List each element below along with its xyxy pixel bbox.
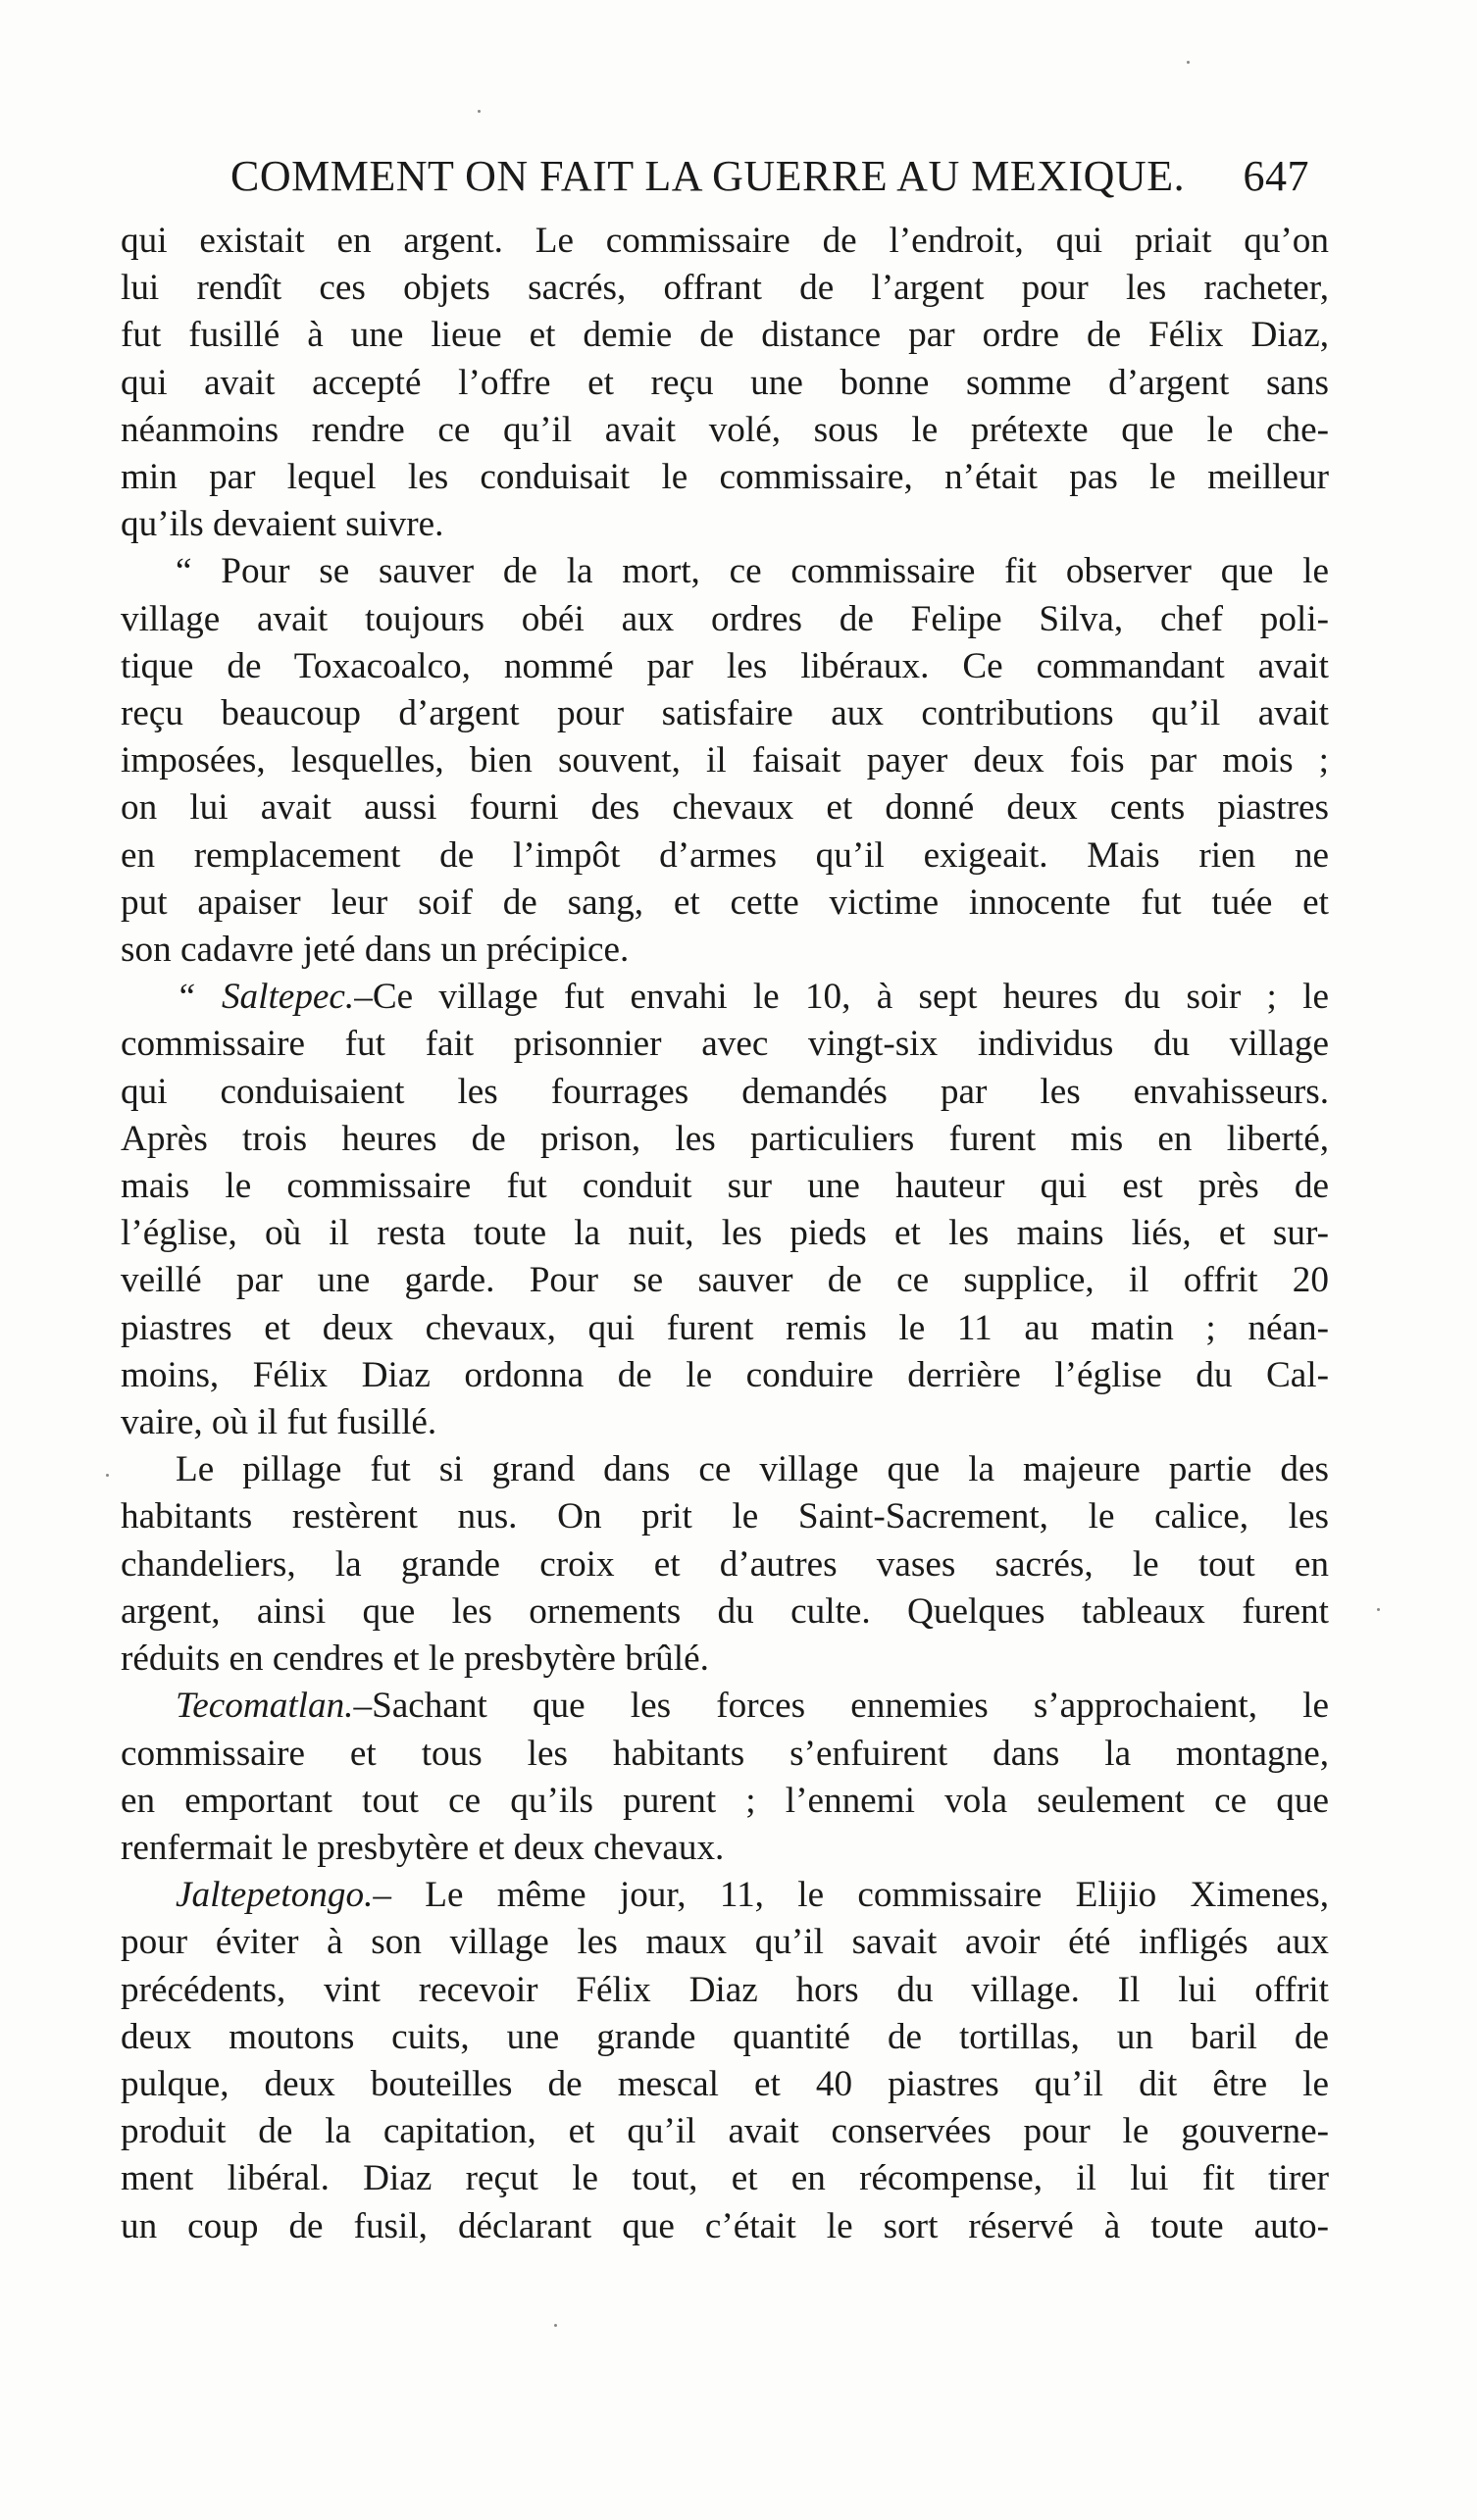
text-line: pulque, deux bouteilles de mescal et 40 piastres qu’il dit être le (121, 2063, 1329, 2104)
text-line: lui rendît ces objets sacrés, offrant de l’argent pour les racheter, (121, 268, 1329, 309)
text-line: qu’ils devaient suivre. (121, 504, 444, 545)
text-line-rest: –Ce village fut envahi le 10, à sept heures du soir ; le (354, 977, 1329, 1018)
text-line: tique de Toxacoalco, nommé par les libéraux. Ce commandant avait (121, 645, 1329, 686)
text-line: commissaire fut fait prisonnier avec vingt-six individus du village (121, 1024, 1329, 1065)
text-line: précédents, vint recevoir Félix Diaz hors du village. Il lui offrit (121, 1969, 1329, 2010)
paper-speck (1377, 1608, 1380, 1611)
text-line: piastres et deux chevaux, qui furent remis le 11 au matin ; néan- (121, 1307, 1329, 1348)
text-line: l’église, où il resta toute la nuit, les pieds et les mains liés, et sur- (121, 1213, 1329, 1254)
text-line: renfermait le presbytère et deux chevaux. (121, 1827, 725, 1868)
text-line-rest: –Sachant que les forces ennemies s’approchaient, le (353, 1686, 1329, 1727)
text-line: put apaiser leur soif de sang, et cette victime innocente fut tuée et (121, 882, 1329, 923)
running-title: COMMENT ON FAIT LA GUERRE AU MEXIQUE. (230, 152, 1186, 200)
text-line: veillé par une garde. Pour se sauver de ce supplice, il offrit 20 (121, 1260, 1329, 1301)
text-line: village avait toujours obéi aux ordres de Felipe Silva, chef poli- (121, 598, 1329, 639)
paper-speck (1187, 61, 1190, 64)
text-line: qui conduisaient les fourrages demandés par les envahisseurs. (121, 1071, 1329, 1112)
text-line: Le pillage fut si grand dans ce village que la majeure partie des (176, 1449, 1329, 1490)
text-line: chandeliers, la grande croix et d’autres vases sacrés, le tout en (121, 1543, 1329, 1585)
text-line: moins, Félix Diaz ordonna de le conduire derrière l’église du Cal- (121, 1354, 1329, 1395)
text-line: “ Pour se sauver de la mort, ce commissaire fit observer que le (176, 551, 1329, 592)
text-line: en remplacement de l’impôt d’armes qu’il exigeait. Mais rien ne (121, 834, 1329, 876)
place-name-jaltepetongo: Jaltepetongo. (176, 1875, 374, 1916)
text-line (121, 1872, 1329, 1919)
text-line: imposées, lesquelles, bien souvent, il faisait payer deux fois par mois ; (121, 740, 1329, 781)
text-line: en emportant tout ce qu’ils purent ; l’ennemi vola seulement ce que (121, 1780, 1329, 1821)
text-line: habitants restèrent nus. On prit le Saint-Sacrement, le calice, les (121, 1496, 1329, 1537)
text-line: Après trois heures de prison, les particuliers furent mis en liberté, (121, 1118, 1329, 1159)
text-line: reçu beaucoup d’argent pour satisfaire aux contributions qu’il avait (121, 693, 1329, 734)
text-line (121, 974, 1329, 1021)
text-line: produit de la capitation, et qu’il avait conservées pour le gouverne- (121, 2111, 1329, 2152)
body-text (121, 218, 1329, 2250)
text-line: pour éviter à son village les maux qu’il savait avoir été infligés aux (121, 1922, 1329, 1963)
text-line: min par lequel les conduisait le commissaire, n’était pas le meilleur (121, 457, 1329, 498)
text-line: argent, ainsi que les ornements du culte. Quelques tableaux furent (121, 1590, 1329, 1632)
text-line: qui existait en argent. Le commissaire de l’endroit, qui priait qu’on (121, 221, 1329, 261)
text-line: on lui avait aussi fourni des chevaux et donné deux cents piastres (121, 787, 1329, 829)
text-line: un coup de fusil, déclarant que c’était le sort réservé à toute auto- (121, 2205, 1329, 2246)
paper-speck (554, 2324, 557, 2327)
text-line: qui avait accepté l’offre et reçu une bonne somme d’argent sans (121, 362, 1329, 403)
text-line: réduits en cendres et le presbytère brûlé. (121, 1638, 709, 1680)
place-name-tecomatlan: Tecomatlan. (176, 1686, 354, 1727)
text-line (121, 1683, 1329, 1730)
text-line-rest: – Le même jour, 11, le commissaire Elijio Ximenes, (373, 1875, 1329, 1916)
text-line: commissaire et tous les habitants s’enfuirent dans la montagne, (121, 1733, 1329, 1774)
text-line: mais le commissaire fut conduit sur une hauteur qui est près de (121, 1166, 1329, 1207)
paper-speck (106, 1474, 109, 1477)
text-line: ment libéral. Diaz reçut le tout, et en récompense, il lui fit tirer (121, 2158, 1329, 2199)
text-line: vaire, où il fut fusillé. (121, 1402, 437, 1443)
text-line: fut fusillé à une lieue et demie de distance par ordre de Félix Diaz, (121, 315, 1329, 356)
text-line: néanmoins rendre ce qu’il avait volé, sous le prétexte que le che- (121, 409, 1329, 450)
paper-speck (478, 110, 481, 113)
place-name-saltepec: “ Saltepec. (176, 977, 355, 1018)
page-number: 647 (1243, 152, 1309, 200)
text-line: deux moutons cuits, une grande quantité de tortillas, un baril de (121, 2016, 1329, 2057)
running-head (230, 147, 1309, 206)
text-line: son cadavre jeté dans un précipice. (121, 930, 630, 971)
